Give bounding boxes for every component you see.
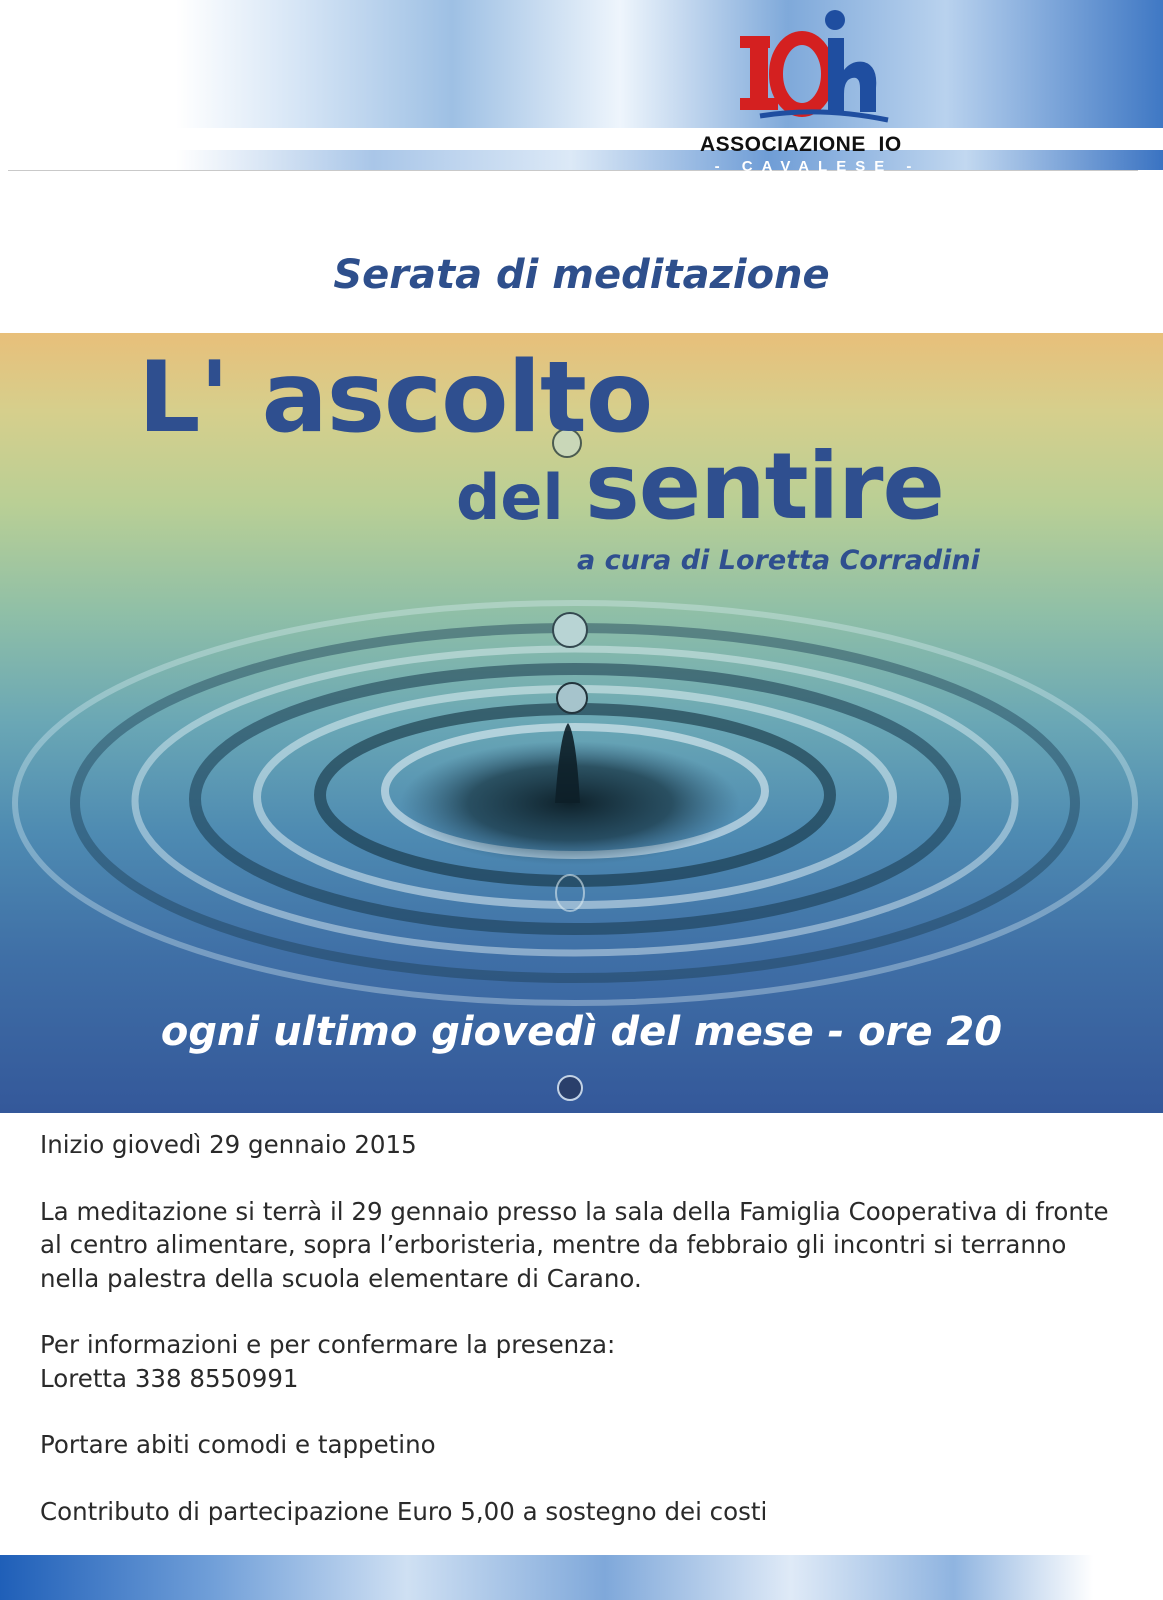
bring-note: Portare abiti comodi e tappetino [40, 1430, 436, 1459]
event-pretitle: Serata di meditazione [333, 252, 830, 298]
contribution-note: Contributo di partecipazione Euro 5,00 a sostegno dei costi [40, 1496, 768, 1526]
logo-name: ASSOCIAZIONE IO [700, 133, 902, 156]
logo-subtitle: - CAVALESE - [714, 158, 921, 175]
event-details [40, 1128, 1130, 1561]
header-band-thin [176, 150, 1163, 170]
association-logo [700, 8, 940, 173]
info-label: Per informazioni e per confermare la presenza: [40, 1330, 616, 1359]
header-band [176, 0, 1163, 128]
location-text: La meditazione si terrà il 29 gennaio presso la sala della Famiglia Cooperativa di fronte al centro alimentare, sopra l’erboristeria, mentre da febbraio gli incontri si terranno nella palestra della scuola elementare di Carano. [40, 1196, 1109, 1293]
event-title-del: del [456, 461, 564, 534]
hero-banner [0, 333, 1163, 1113]
event-schedule: ogni ultimo giovedì del mese - ore 20 [160, 1009, 1003, 1055]
event-title-line1: L' ascolto [138, 341, 653, 455]
start-date: Inizio giovedì 29 gennaio 2015 [40, 1130, 417, 1159]
event-title-sentire: sentire [585, 433, 944, 540]
event-credit: a cura di Loretta Corradini [577, 545, 980, 576]
logo-io-mark [740, 8, 890, 126]
header-divider [8, 170, 1138, 171]
footer-band [0, 1555, 1163, 1600]
contact-phone: Loretta 338 8550991 [40, 1363, 299, 1393]
